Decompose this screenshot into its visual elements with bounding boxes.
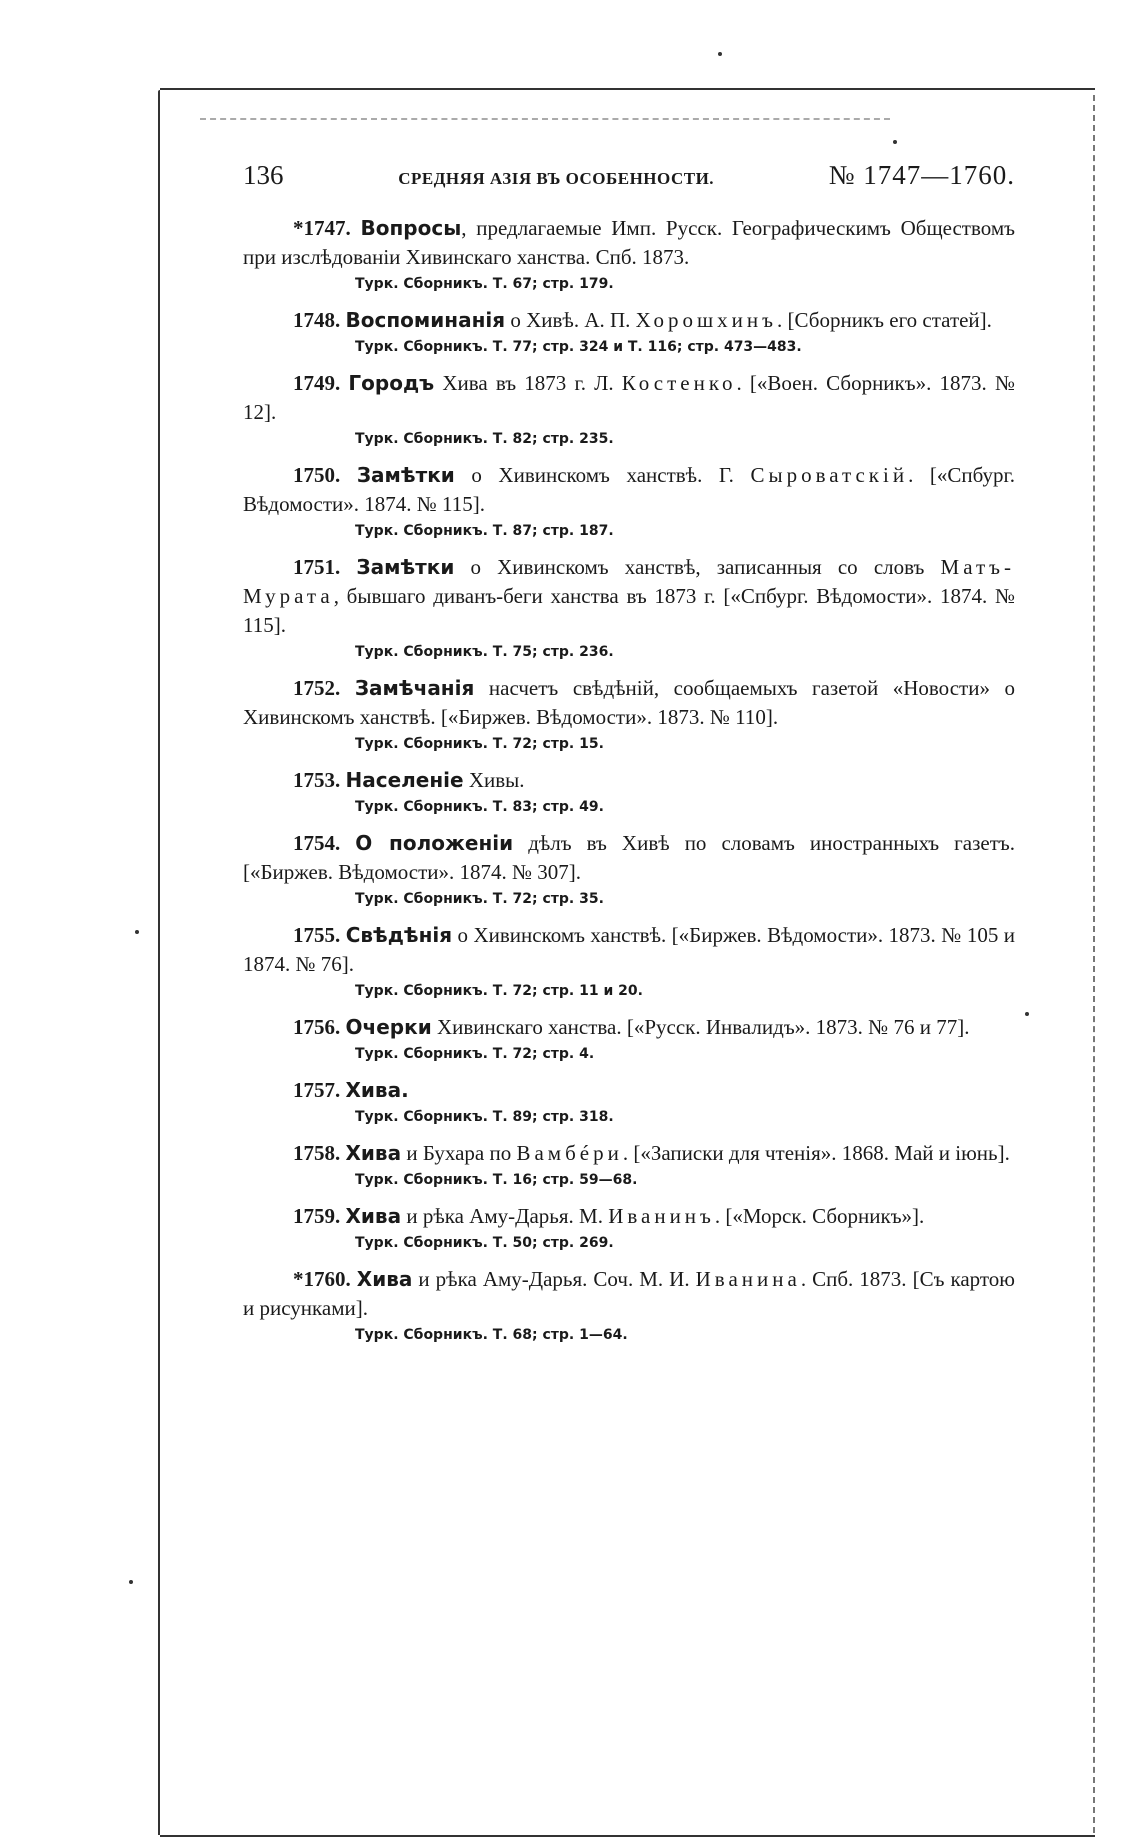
bibliography-entry	[243, 1202, 1015, 1251]
entry-headword: Очерки	[345, 1015, 432, 1039]
entry-number: 1750.	[293, 463, 341, 487]
entry-body-tail: . [«Спбург. Вѣдомости». 1874. № 115].	[243, 463, 1015, 516]
page-frame-right	[1093, 95, 1095, 1833]
entry-headword: Населеніе	[345, 768, 464, 792]
entry-body: , предлагаемые Имп. Русск. Географическимъ Обществомъ при изслѣдованіи Хивинскаго ханства. Спб. 1873.	[243, 216, 1016, 269]
entry-number: 1749.	[293, 371, 341, 395]
bibliography-entry	[243, 766, 1015, 815]
entry-reference: Турк. Сборникъ. Т. 67; стр. 179.	[355, 276, 614, 292]
entry-body: Хивинскаго ханства. [«Русск. Инвалидъ». 1873. № 76 и 77].	[431, 1015, 970, 1039]
entry-body: о Хивинскомъ ханствѣ, записанныя со словъ	[454, 555, 941, 579]
bibliography-entry	[243, 461, 1015, 539]
scan-speck	[135, 930, 139, 934]
entry-body-tail: . [«Морск. Сборникъ»].	[714, 1204, 925, 1228]
entry-body-tail: . [«Записки для чтенія». 1868. Май и іюнь].	[622, 1141, 1010, 1165]
entry-reference: Турк. Сборникъ. Т. 68; стр. 1—64.	[355, 1327, 628, 1343]
entry-number: 1759.	[293, 1204, 341, 1228]
entry-number: *1747.	[293, 216, 351, 240]
entry-headword: О положеніи	[355, 831, 514, 855]
entry-body-tail: . [Сборникъ его статей].	[777, 308, 992, 332]
entry-reference: Турк. Сборникъ. Т. 50; стр. 269.	[355, 1235, 614, 1251]
entry-headword: Хива	[345, 1141, 402, 1165]
bibliography-entry	[243, 306, 1015, 355]
page-frame-top	[160, 88, 1095, 90]
entry-body: о Хивинскомъ ханствѣ. Г.	[454, 463, 751, 487]
scan-speck	[893, 140, 897, 144]
entry-number: 1753.	[293, 768, 341, 792]
bibliography-entry	[243, 674, 1015, 752]
entry-body: и Бухара по	[401, 1141, 517, 1165]
section-title: СРЕДНЯЯ АЗІЯ ВЪ ОСОБЕННОСТИ.	[398, 169, 715, 188]
entry-headword: Воспоминанія	[345, 308, 506, 332]
entry-headword: Хива.	[345, 1078, 409, 1102]
entry-author: Иванинъ	[608, 1204, 715, 1228]
entry-reference: Турк. Сборникъ. Т. 72; стр. 11 и 20.	[355, 983, 643, 999]
entry-number: 1756.	[293, 1015, 341, 1039]
bibliography-entry	[243, 553, 1015, 660]
entry-range: № 1747—1760.	[828, 160, 1015, 190]
entry-body: о Хивѣ. А. П.	[505, 308, 636, 332]
bibliography-entry	[243, 921, 1015, 999]
entry-reference: Турк. Сборникъ. Т. 77; стр. 324 и Т. 116; стр. 473—483.	[355, 339, 802, 355]
entry-body-tail: . Спб. 1873. [Съ картою и рисунками].	[243, 1267, 1015, 1320]
entry-number: 1758.	[293, 1141, 341, 1165]
entry-body: дѣлъ въ Хивѣ по словамъ иностранныхъ газетъ. [«Биржев. Вѣдомости». 1874. № 307].	[243, 831, 1015, 884]
bibliography-entry	[243, 1076, 1015, 1125]
scan-speck	[129, 1580, 133, 1584]
entry-body: и рѣка Аму-Дарья. М.	[401, 1204, 609, 1228]
entry-headword: Замѣчанія	[354, 676, 475, 700]
bibliography-entry	[243, 214, 1015, 292]
entry-number: *1760.	[293, 1267, 351, 1291]
entry-number: 1748.	[293, 308, 341, 332]
entry-body: Хива въ 1873 г. Л.	[434, 371, 622, 395]
entry-reference: Турк. Сборникъ. Т. 72; стр. 4.	[355, 1046, 595, 1062]
entry-body: и рѣка Аму-Дарья. Соч. М. И.	[412, 1267, 696, 1291]
entry-headword: Городъ	[348, 371, 435, 395]
entry-body: Хивы.	[463, 768, 525, 792]
entry-author: Вамбéри	[516, 1141, 623, 1165]
entry-number: 1754.	[293, 831, 341, 855]
scan-artifact-line	[200, 118, 890, 120]
entry-headword: Вопросы	[360, 216, 462, 240]
scan-speck	[718, 52, 722, 56]
entry-headword: Хива	[356, 1267, 413, 1291]
entry-author: Иванина	[695, 1267, 801, 1291]
scan-speck	[1025, 1012, 1029, 1016]
entry-reference: Турк. Сборникъ. Т. 16; стр. 59—68.	[355, 1172, 638, 1188]
entry-reference: Турк. Сборникъ. Т. 72; стр. 15.	[355, 736, 604, 752]
bibliography-entry	[243, 829, 1015, 907]
entry-author: Матъ-Мурата	[243, 555, 1015, 608]
entry-body-tail: , бывшаго диванъ-беги ханства въ 1873 г. [«Спбург. Вѣдомости». 1874. № 115].	[243, 584, 1015, 637]
entry-reference: Турк. Сборникъ. Т. 83; стр. 49.	[355, 799, 604, 815]
entry-reference: Турк. Сборникъ. Т. 89; стр. 318.	[355, 1109, 614, 1125]
entry-author: Костенко	[621, 371, 737, 395]
entry-number: 1752.	[293, 676, 341, 700]
bibliography-entry	[243, 1013, 1015, 1062]
entry-reference: Турк. Сборникъ. Т. 82; стр. 235.	[355, 431, 614, 447]
entry-body: о Хивинскомъ ханствѣ. [«Биржев. Вѣдомости». 1873. № 105 и 1874. № 76].	[243, 923, 1016, 976]
entry-headword: Замѣтки	[356, 463, 455, 487]
running-head	[243, 160, 1015, 200]
entry-reference: Турк. Сборникъ. Т. 72; стр. 35.	[355, 891, 604, 907]
entry-number: 1757.	[293, 1078, 341, 1102]
book-page	[243, 160, 1015, 1357]
entry-headword: Замѣтки	[356, 555, 455, 579]
entry-number: 1755.	[293, 923, 341, 947]
page-frame-left	[158, 90, 160, 1835]
entry-reference: Турк. Сборникъ. Т. 87; стр. 187.	[355, 523, 614, 539]
entry-headword: Хива	[345, 1204, 402, 1228]
entry-author: Сыроватскій	[750, 463, 909, 487]
entry-reference: Турк. Сборникъ. Т. 75; стр. 236.	[355, 644, 614, 660]
entry-body-tail: . [«Воен. Сборникъ». 1873. № 12].	[243, 371, 1015, 424]
entry-author: Хорошхинъ	[635, 308, 778, 332]
bibliography-entry	[243, 1139, 1015, 1188]
entry-body: насчетъ свѣдѣній, сообщаемыхъ газетой «Новости» о Хивинскомъ ханствѣ. [«Биржев. Вѣдомости». 1873. № 110].	[243, 676, 1016, 729]
bibliography-entry	[243, 1265, 1015, 1343]
page-number: 136	[243, 160, 284, 190]
entry-headword: Свѣдѣнія	[345, 923, 453, 947]
entry-number: 1751.	[293, 555, 341, 579]
bibliography-entry	[243, 369, 1015, 447]
